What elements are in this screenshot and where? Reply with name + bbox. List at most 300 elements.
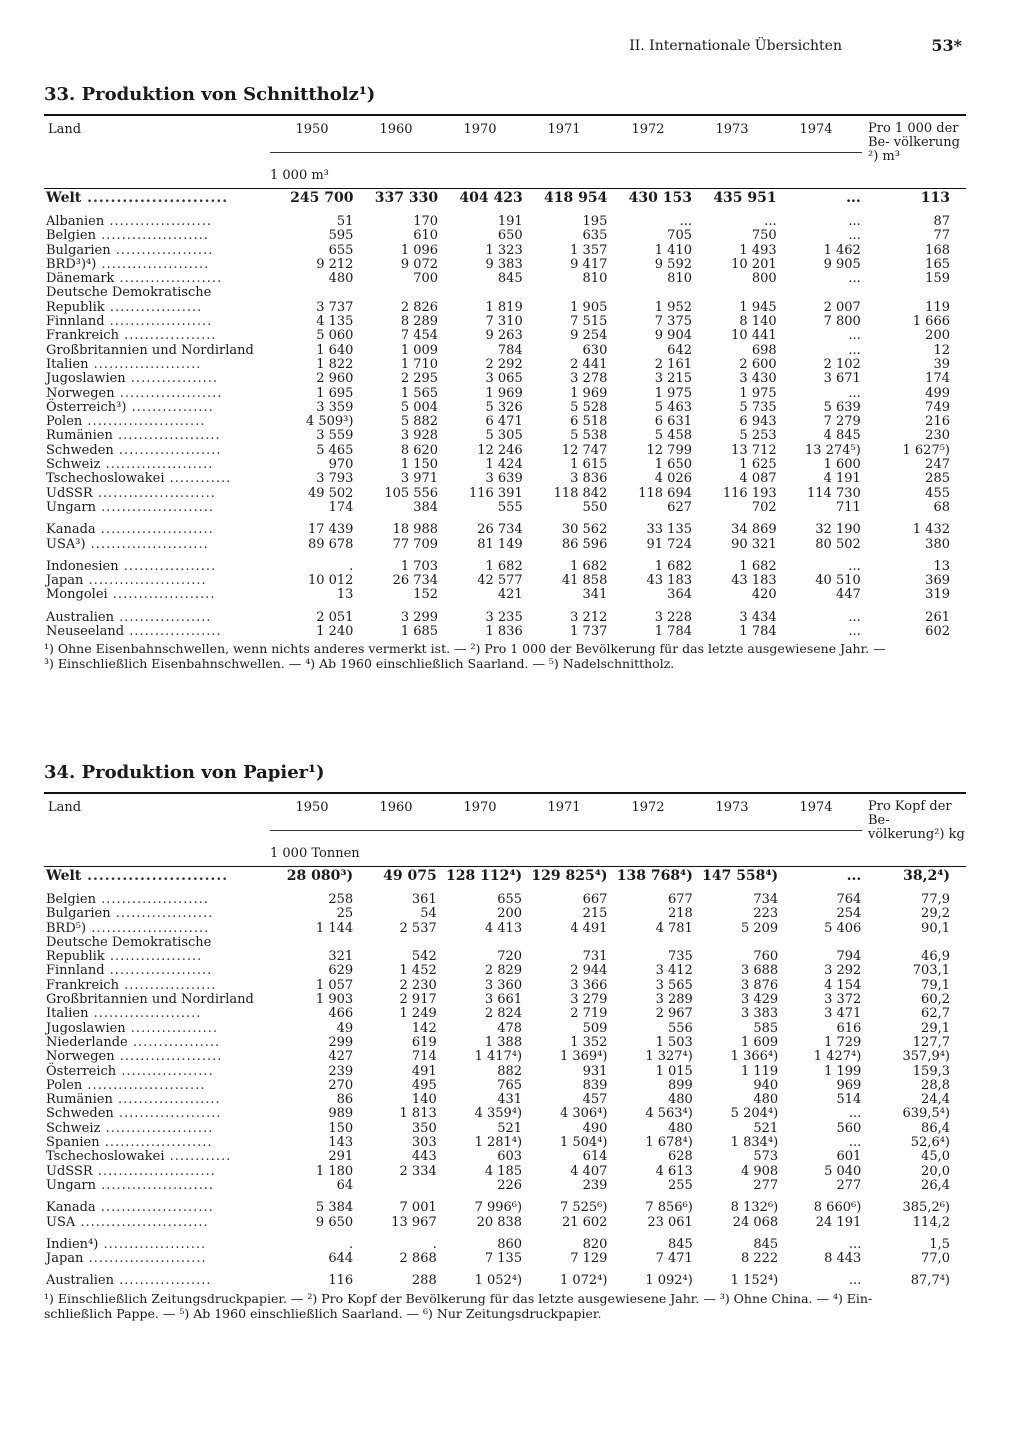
table-row: [44, 936, 966, 950]
table-row: [44, 893, 966, 907]
table-row: [44, 415, 966, 429]
value-cell: 1 323: [485, 242, 523, 258]
value-cell: 24 191: [815, 1214, 862, 1230]
leader-dots: ...................: [110, 242, 214, 258]
country-cell: [44, 401, 271, 415]
unit-label: 1 000 Tonnen: [270, 846, 360, 861]
per-capita-cell: 216: [925, 414, 950, 430]
value-cell: .: [349, 558, 354, 574]
value-cell: 350: [411, 1120, 437, 1136]
value-cell: 490: [582, 1120, 608, 1136]
table-row: [44, 950, 966, 964]
value-cell: 4 908: [740, 1163, 779, 1179]
value-cell: 7 001: [399, 1200, 437, 1216]
country-cell: [44, 329, 271, 343]
leader-dots: .................: [125, 1020, 219, 1036]
country-name: Finnland: [46, 963, 105, 979]
country-name: Belgien: [46, 892, 96, 907]
country-name: Indien⁴): [46, 1236, 99, 1252]
table-34-title: 34. Produktion von Papier¹): [44, 762, 325, 783]
leader-dots: .......................: [92, 1163, 216, 1179]
leader-dots: ...................: [110, 906, 214, 922]
value-cell: 614: [582, 1149, 608, 1165]
value-cell: 794: [836, 949, 862, 965]
leader-dots: .....................: [99, 1135, 213, 1151]
leader-dots: .....................: [96, 256, 210, 272]
value-cell: 361: [411, 892, 437, 907]
leader-dots: ......................: [96, 499, 215, 515]
country-cell: [44, 922, 271, 936]
table-row: [44, 993, 966, 1007]
table-row: [44, 574, 966, 588]
value-cell: 3 065: [485, 371, 523, 387]
value-cell: 1 685: [400, 624, 439, 640]
country-name: Australien: [46, 1273, 115, 1289]
per-capita-cell: 46,9: [921, 949, 950, 965]
value-cell: 226: [497, 1177, 523, 1193]
value-cell: 118 842: [553, 485, 608, 501]
value-cell: 1 249: [399, 1006, 437, 1022]
value-cell: 431: [497, 1092, 523, 1108]
value-cell: 3 289: [655, 992, 693, 1008]
value-cell: [440, 286, 525, 300]
country-cell: [44, 229, 271, 243]
unit-label: 1 000 m³: [270, 168, 329, 183]
value-cell: 1 710: [400, 356, 439, 372]
value-cell: 3 565: [655, 977, 693, 993]
value-cell: 1 969: [570, 385, 608, 401]
value-cell: 8 620: [400, 442, 439, 458]
value-cell: 1 729: [824, 1034, 862, 1050]
value-cell: [355, 286, 440, 300]
value-cell: 931: [582, 1063, 608, 1079]
value-cell: ...: [848, 1273, 862, 1289]
value-cell: 5 458: [654, 428, 692, 444]
value-cell: 6 518: [570, 414, 608, 430]
leader-dots: ....................: [113, 442, 222, 458]
value-cell: 9 254: [570, 328, 608, 344]
value-cell: 5 528: [570, 399, 608, 415]
leader-dots: ....................: [112, 1092, 221, 1108]
per-capita-cell: 26,4: [921, 1177, 950, 1193]
value-cell: 21 602: [561, 1214, 608, 1230]
value-cell: 644: [328, 1251, 354, 1267]
value-cell: 1 503: [655, 1034, 693, 1050]
value-cell: 1 015: [655, 1063, 693, 1079]
table-row: [44, 244, 966, 258]
table-row: [44, 907, 966, 921]
value-cell: 655: [497, 892, 523, 907]
value-cell: 1 969: [485, 385, 523, 401]
per-capita-cell: 39: [933, 356, 950, 372]
value-cell: 5 735: [739, 399, 777, 415]
value-cell: 9 212: [316, 256, 354, 272]
value-cell: 13 967: [391, 1214, 437, 1230]
country-cell: [44, 1107, 271, 1121]
per-capita-cell: 86,4: [921, 1120, 950, 1136]
country-name: Italien: [46, 356, 89, 372]
country-name: Tschechoslowakei: [46, 471, 165, 487]
per-capita-cell: 639,5⁴): [902, 1106, 950, 1122]
value-cell: 43 183: [731, 573, 777, 589]
leader-dots: ..................: [104, 949, 203, 965]
value-cell: 23 061: [647, 1214, 693, 1230]
value-cell: 2 829: [484, 963, 523, 979]
country-name: Belgien: [46, 228, 96, 244]
table-row: [44, 922, 966, 936]
per-capita-cell: 29,1: [921, 1020, 950, 1036]
value-cell: 2 102: [823, 356, 861, 372]
value-cell: 3 671: [823, 371, 861, 387]
leader-dots: .......................: [86, 920, 210, 936]
country-cell: [44, 1150, 271, 1164]
value-cell: 3 228: [654, 609, 692, 625]
leader-dots: ..................: [118, 558, 217, 574]
country-cell: [44, 501, 271, 515]
per-capita-cell: 1 627⁵): [902, 442, 950, 458]
value-cell: 80 502: [815, 536, 861, 552]
value-cell: 43 183: [646, 573, 692, 589]
column-header-year: 1972: [631, 800, 665, 815]
column-header-year: 1974: [799, 800, 833, 815]
value-cell: 457: [582, 1092, 608, 1108]
country-name: Bulgarien: [46, 242, 111, 258]
table-34-column-header: [44, 794, 966, 866]
table-33-footnotes: [44, 641, 966, 671]
table-row: [44, 472, 966, 486]
value-cell: 3 279: [570, 992, 608, 1008]
value-cell: 337 330: [374, 190, 439, 206]
value-cell: 8 443: [824, 1251, 862, 1267]
country-name: Schweiz: [46, 457, 101, 473]
value-cell: 341: [582, 587, 608, 603]
country-name: Polen: [46, 414, 83, 430]
value-cell: 9 650: [315, 1214, 354, 1230]
value-cell: 7 279: [823, 414, 861, 430]
table-33-column-header: [44, 116, 966, 188]
leader-dots: .................: [127, 1034, 221, 1050]
table-row: [44, 1122, 966, 1136]
value-cell: 7 135: [484, 1251, 523, 1267]
leader-dots: ......................: [96, 1177, 215, 1193]
value-cell: 2 960: [316, 371, 354, 387]
value-cell: 3 360: [484, 977, 523, 993]
country-name: Niederlande: [46, 1034, 128, 1050]
value-cell: 810: [582, 271, 608, 287]
country-name: Jugoslawien: [46, 1020, 126, 1036]
column-header-year: 1950: [295, 122, 329, 137]
leader-dots: .................: [125, 371, 219, 387]
value-cell: 734: [753, 892, 779, 907]
value-cell: 6 471: [485, 414, 523, 430]
table-row: [44, 1165, 966, 1179]
value-cell: 3 429: [740, 992, 779, 1008]
value-cell: 2 292: [485, 356, 523, 372]
value-cell: [524, 936, 609, 950]
table-row: [44, 189, 966, 207]
leader-dots: ....................: [104, 214, 212, 229]
value-cell: 3 235: [485, 609, 523, 625]
value-cell: 114 730: [807, 485, 861, 501]
per-capita-cell: 159,3: [912, 1063, 950, 1079]
per-capita-cell: 285: [925, 471, 950, 487]
value-cell: 13 712: [731, 442, 777, 458]
value-cell: 25: [336, 906, 354, 922]
country-cell: [44, 258, 271, 272]
value-cell: 4 185: [484, 1163, 523, 1179]
value-cell: 2 600: [739, 356, 777, 372]
per-capita-cell: 127,7: [912, 1034, 950, 1050]
per-capita-cell: 1 432: [912, 522, 950, 538]
country-name: Japan: [46, 573, 84, 589]
value-cell: 642: [667, 342, 692, 358]
per-capita-cell: 247: [925, 457, 950, 473]
country-cell: [44, 372, 271, 386]
country-cell: [44, 444, 271, 458]
value-cell: 5 384: [315, 1200, 354, 1216]
value-cell: 3 661: [484, 992, 523, 1008]
value-cell: 800: [751, 271, 777, 287]
value-cell: 820: [582, 1236, 608, 1252]
value-cell: 585: [753, 1020, 779, 1036]
value-cell: 5 004: [400, 399, 439, 415]
value-cell: 200: [497, 906, 523, 922]
value-cell: 4 407: [570, 1163, 608, 1179]
country-cell: [44, 611, 271, 625]
table-row: [44, 1252, 966, 1266]
value-cell: 480: [667, 1120, 693, 1136]
footnote-line: ¹) Einschließlich Zeitungsdruckpapier. — ²) Pro Kopf der Bevölkerung für das letzte ausgewiesene Jahr. — ³) Ohne China. — ⁴) Ein-: [44, 1290, 873, 1306]
header-divider: [270, 152, 862, 153]
value-cell: 514: [836, 1092, 862, 1108]
value-cell: ...: [846, 190, 861, 206]
leader-dots: ....................: [107, 587, 216, 603]
value-cell: 1 905: [570, 299, 608, 315]
value-cell: 8 140: [739, 314, 777, 330]
value-cell: 128 112⁴): [446, 868, 523, 884]
country-name: USA³): [46, 536, 86, 552]
table-row: [44, 429, 966, 443]
value-cell: 20 838: [476, 1214, 523, 1230]
value-cell: 4 845: [823, 428, 861, 444]
value-cell: 4 026: [654, 471, 692, 487]
header-divider: [270, 830, 862, 831]
value-cell: 619: [411, 1034, 437, 1050]
leader-dots: ..................: [104, 299, 203, 315]
per-capita-cell: 165: [925, 256, 950, 272]
value-cell: 9 072: [400, 256, 439, 272]
page-header: [44, 38, 962, 58]
value-cell: 7 525⁶): [559, 1200, 608, 1216]
table-row: [44, 387, 966, 401]
value-cell: 3 359: [316, 399, 354, 415]
value-cell: 1 072⁴): [559, 1273, 608, 1289]
table-row: [44, 588, 966, 602]
value-cell: 1 417⁴): [474, 1049, 523, 1065]
value-cell: 882: [497, 1063, 523, 1079]
value-cell: 667: [582, 892, 608, 907]
value-cell: 2 295: [400, 371, 439, 387]
table-row: [44, 344, 966, 358]
per-capita-cell: [863, 286, 966, 300]
leader-dots: ....................: [98, 1236, 207, 1252]
leader-dots: ..................: [114, 609, 212, 625]
country-cell: [44, 560, 271, 574]
value-cell: 1 452: [399, 963, 437, 979]
value-cell: 1 504⁴): [559, 1135, 608, 1151]
value-cell: 5 060: [316, 328, 354, 344]
value-cell: 7 454: [400, 328, 439, 344]
table-row: [44, 487, 966, 501]
value-cell: 129 825⁴): [531, 868, 608, 884]
table-row: [44, 625, 966, 639]
value-cell: 765: [497, 1077, 523, 1093]
value-cell: 1 703: [400, 558, 439, 574]
value-cell: 288: [411, 1273, 437, 1289]
value-cell: 3 430: [739, 371, 777, 387]
column-header-year: 1971: [547, 800, 581, 815]
value-cell: 4 413: [484, 920, 523, 936]
value-cell: 5 882: [400, 414, 439, 430]
leader-dots: ....................: [113, 1106, 222, 1122]
value-cell: 9 905: [823, 256, 861, 272]
value-cell: 556: [667, 1020, 693, 1036]
value-cell: 698: [751, 342, 777, 358]
country-name: Indonesien: [46, 558, 119, 574]
value-cell: [780, 936, 863, 950]
value-cell: 3 559: [316, 428, 354, 444]
column-header-year: 1972: [631, 122, 665, 137]
value-cell: 616: [836, 1020, 862, 1036]
value-cell: 573: [753, 1149, 779, 1165]
value-cell: 940: [753, 1077, 779, 1093]
value-cell: 1 150: [400, 457, 439, 473]
value-cell: 1 650: [654, 457, 692, 473]
value-cell: 6 943: [739, 414, 777, 430]
value-cell: 49 075: [383, 868, 437, 884]
value-cell: 7 129: [570, 1251, 608, 1267]
value-cell: 81 149: [477, 536, 523, 552]
country-cell: [44, 1136, 271, 1150]
country-name: Norwegen: [46, 1049, 115, 1065]
value-cell: 1 945: [739, 299, 777, 315]
running-title: II. Internationale Übersichten: [629, 38, 842, 54]
value-cell: 42 577: [477, 573, 523, 589]
value-cell: 1 388: [484, 1034, 523, 1050]
value-cell: 555: [497, 499, 523, 515]
country-name: BRD³)⁴): [46, 256, 97, 272]
per-capita-cell: 168: [925, 242, 950, 258]
value-cell: 2 967: [655, 1006, 693, 1022]
table-row: [44, 286, 966, 300]
country-name: Rumänien: [46, 1092, 113, 1108]
value-cell: 628: [667, 1149, 693, 1165]
value-cell: 5 253: [739, 428, 777, 444]
value-cell: 1 009: [400, 342, 439, 358]
table-row: [44, 1136, 966, 1150]
country-name: Ungarn: [46, 499, 96, 515]
value-cell: 245 700: [290, 190, 354, 206]
value-cell: 5 465: [316, 442, 354, 458]
country-cell: [44, 993, 271, 1007]
per-capita-cell: 113: [920, 190, 950, 206]
value-cell: 1 813: [399, 1106, 437, 1122]
value-cell: 2 944: [570, 963, 608, 979]
leader-dots: ....................: [104, 963, 213, 979]
value-cell: 3 299: [400, 609, 439, 625]
per-capita-cell: 159: [925, 271, 950, 287]
value-cell: 480: [328, 271, 354, 287]
country-name: Kanada: [46, 1200, 96, 1216]
table-row: [44, 458, 966, 472]
value-cell: 3 471: [824, 1006, 862, 1022]
value-cell: 270: [328, 1077, 354, 1093]
country-name: Spanien: [46, 1135, 100, 1151]
value-cell: 138 768⁴): [616, 868, 693, 884]
column-header-land: Land: [48, 122, 82, 137]
value-cell: 521: [753, 1120, 779, 1136]
per-capita-cell: 385,2⁶): [902, 1200, 950, 1216]
value-cell: 3 278: [570, 371, 608, 387]
value-cell: 610: [413, 228, 439, 244]
value-cell: 418 954: [544, 190, 608, 206]
value-cell: 174: [328, 499, 354, 515]
value-cell: 2 824: [484, 1006, 523, 1022]
table-row: [44, 560, 966, 574]
country-cell: [44, 1216, 271, 1230]
country-cell: [44, 1274, 271, 1288]
per-capita-cell: 1 666: [912, 314, 950, 330]
value-cell: 404 423: [459, 190, 523, 206]
leader-dots: ............: [164, 471, 232, 487]
value-cell: 1 822: [316, 356, 354, 372]
country-cell: [44, 1065, 271, 1079]
value-cell: 4 613: [655, 1163, 693, 1179]
table-row: [44, 329, 966, 343]
value-cell: ...: [848, 1106, 862, 1122]
table-row: [44, 523, 966, 537]
country-name: Welt: [46, 190, 82, 206]
country-name: Polen: [46, 1077, 83, 1093]
country-cell: [44, 1122, 271, 1136]
per-capita-cell: 602: [925, 624, 950, 640]
value-cell: 8 222: [740, 1251, 779, 1267]
per-capita-cell: 114,2: [912, 1214, 950, 1230]
per-capita-cell: 12: [933, 342, 950, 358]
table-row: [44, 979, 966, 993]
leader-dots: ..................: [114, 1273, 212, 1289]
value-cell: 521: [497, 1120, 523, 1136]
value-cell: [525, 286, 610, 300]
leader-dots: ......................: [95, 1200, 214, 1216]
value-cell: 4 135: [316, 314, 354, 330]
per-capita-cell: [863, 936, 966, 950]
country-name: Welt: [46, 868, 82, 884]
value-cell: 195: [582, 214, 608, 229]
value-cell: 51: [336, 214, 354, 229]
value-cell: 147 558⁴): [702, 868, 779, 884]
country-name: Tschechoslowakei: [46, 1149, 165, 1165]
table-row: [44, 611, 966, 625]
per-capita-cell: 52,6⁴): [910, 1135, 950, 1151]
value-cell: 277: [753, 1177, 779, 1193]
value-cell: ...: [848, 342, 861, 358]
per-capita-cell: 13: [933, 558, 950, 574]
table-row: [44, 1065, 966, 1079]
country-name: Norwegen: [46, 385, 115, 401]
country-name: Mongolei: [46, 587, 108, 603]
value-cell: 215: [582, 906, 608, 922]
